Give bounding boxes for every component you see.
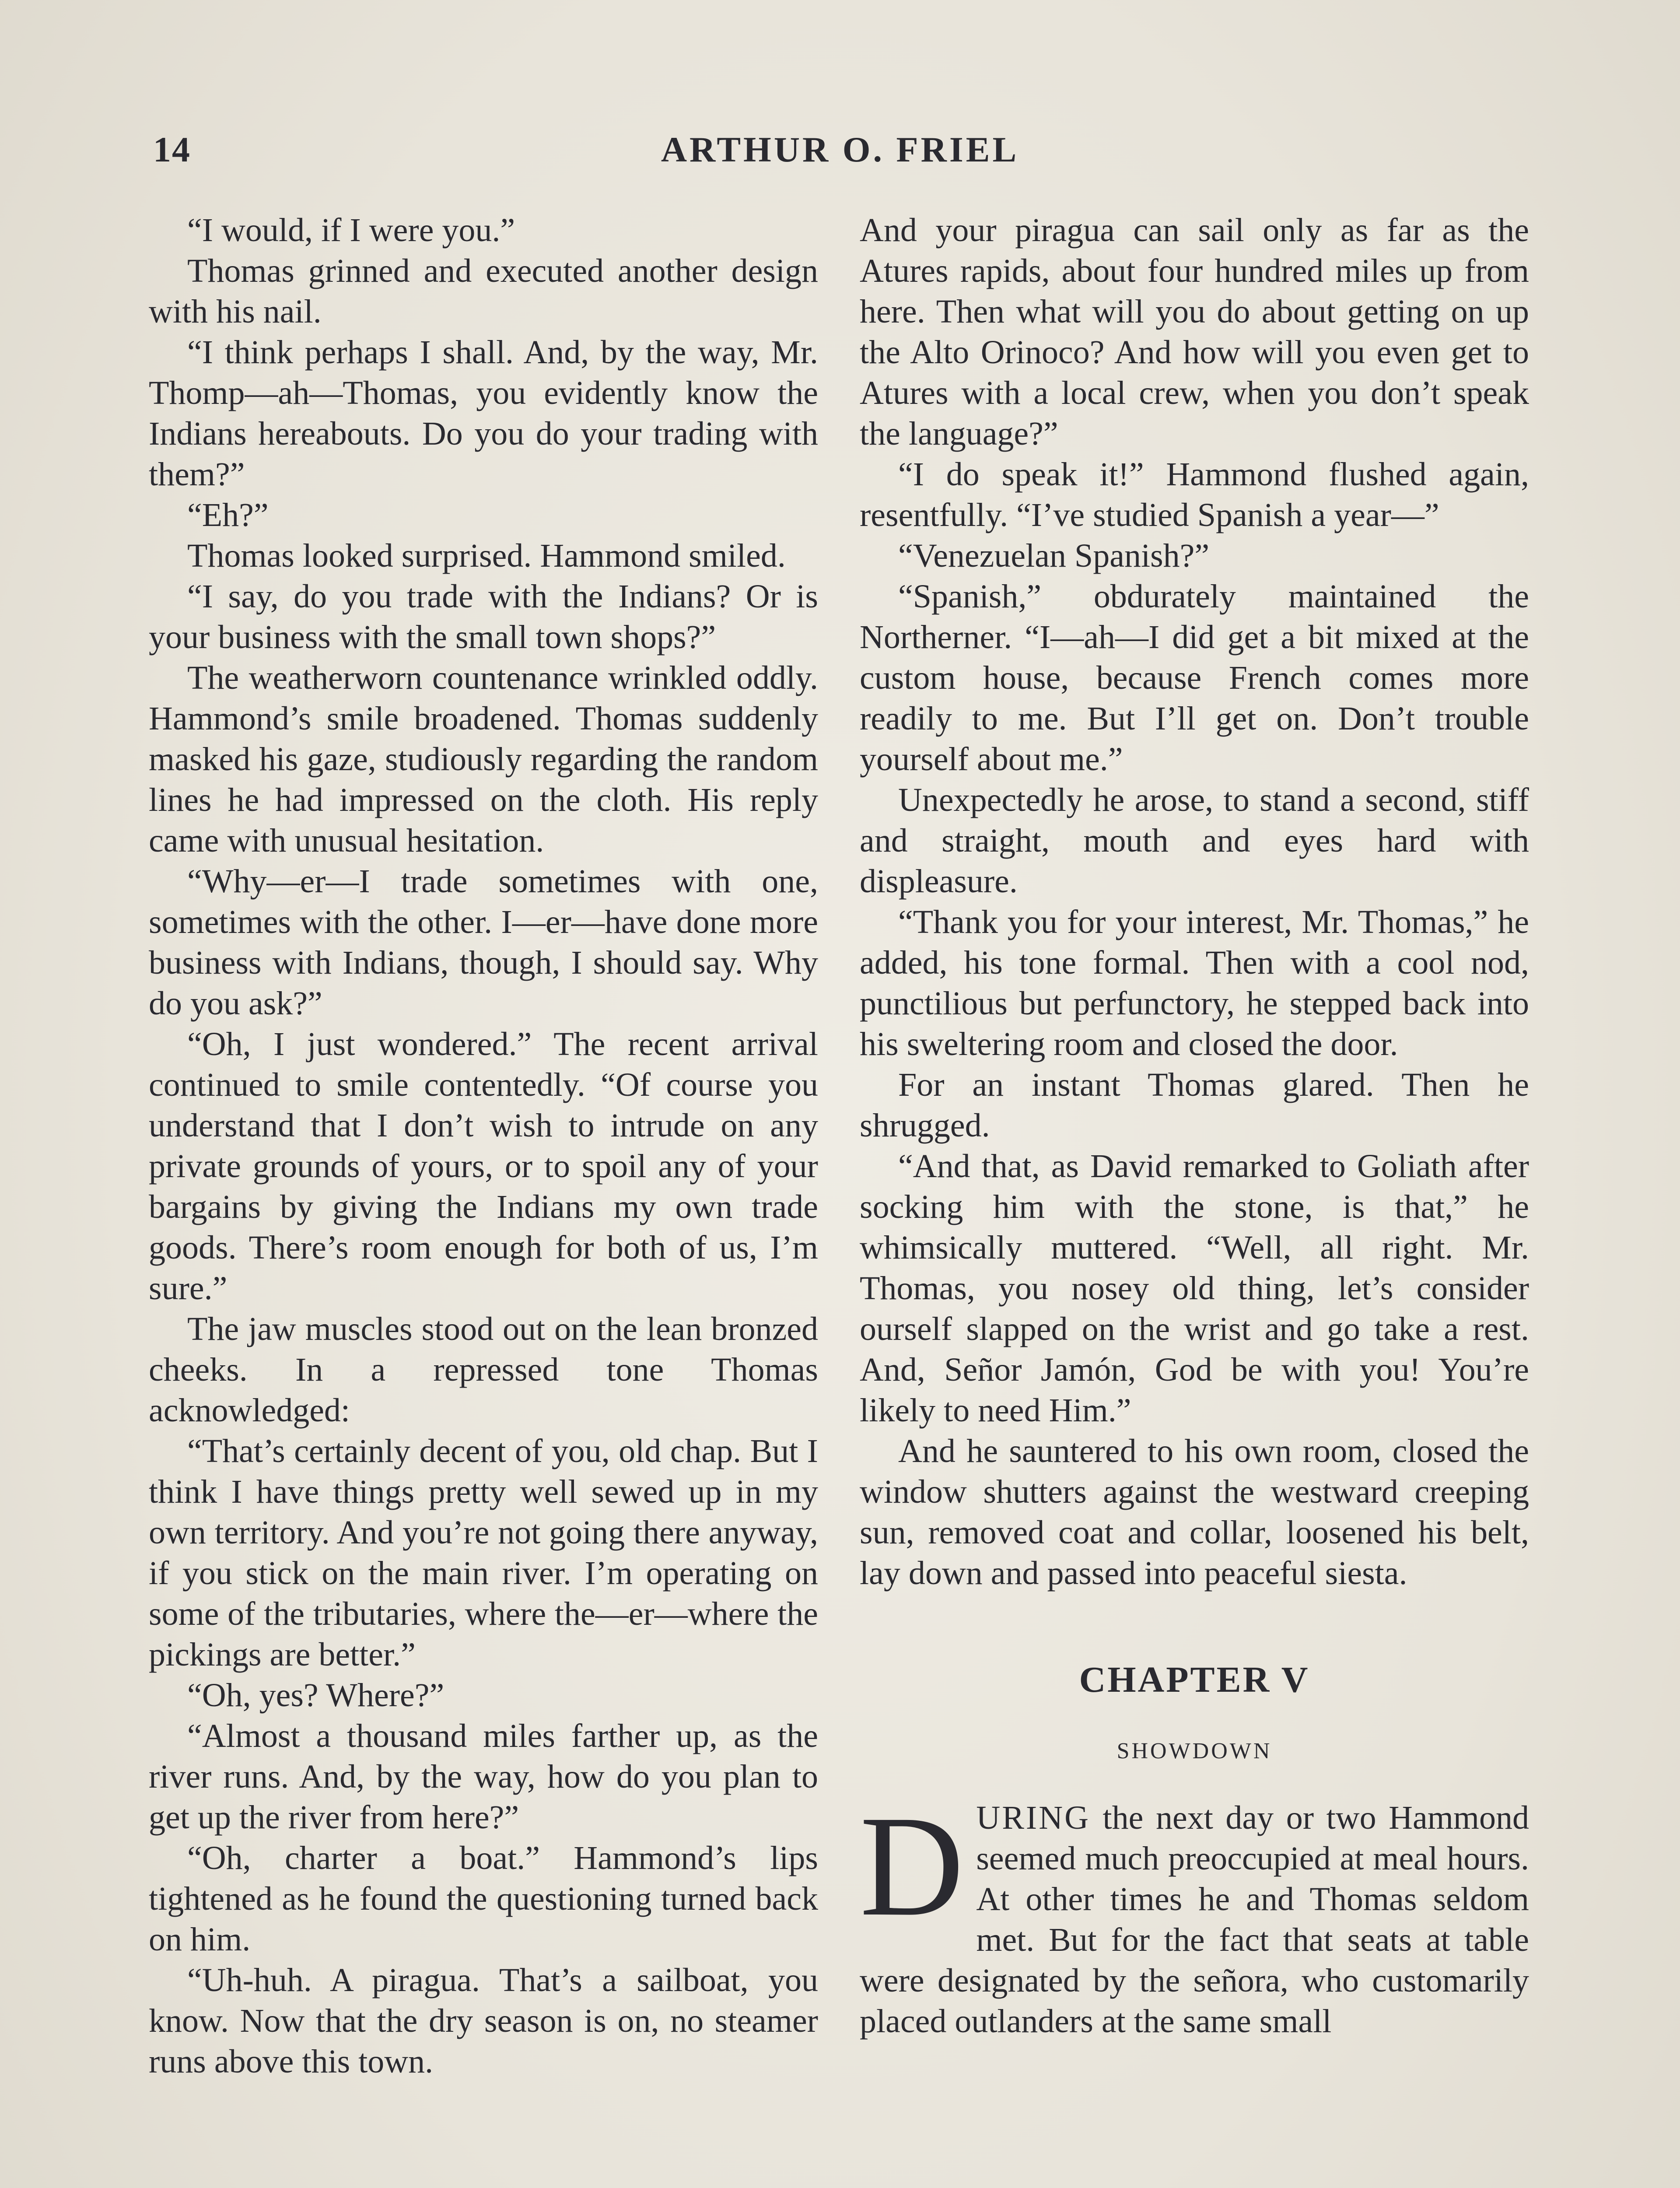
chapter-title: CHAPTER V xyxy=(1079,1659,1310,1700)
paragraph: “I say, do you trade with the Indians? Or is your business with the small town shops?” xyxy=(149,578,818,656)
chapter-opening-paragraph xyxy=(860,1786,1529,2042)
paragraph: “I do speak it!” Hammond flushed again, resentfully. “I’ve studied Spanish a year—” xyxy=(860,456,1529,533)
paragraph: For an instant Thomas glared. Then he shrugged. xyxy=(860,1066,1529,1144)
chapter-subtitle: SHOWDOWN xyxy=(1116,1739,1272,1764)
paragraph: The weatherworn countenance wrinkled oddly. Hammond’s smile broadened. Thomas suddenly masked his gaze, studiously regarding the random lines he had impressed on the cloth. His reply came with unusual hesitation. xyxy=(149,659,818,859)
paragraph: “Spanish,” obdurately maintained the Northerner. “I—ah—I did get a bit mixed at the custom house, because French comes more readily to me. But I’ll get on. Don’t trouble yourself about me.” xyxy=(860,578,1529,778)
paragraph: Thomas looked surprised. Hammond smiled. xyxy=(187,537,786,574)
paragraph: “Eh?” xyxy=(187,497,269,533)
paragraph: Unexpectedly he arose, to stand a second, stiff and straight, mouth and eyes hard with displeasure. xyxy=(860,782,1529,900)
right-column xyxy=(860,210,1529,2042)
paragraph: “I think perhaps I shall. And, by the way, Mr. Thomp—ah—Thomas, you evidently know the Indians hereabouts. Do you do your trading with them?” xyxy=(149,334,818,493)
running-head: ARTHUR O. FRIEL xyxy=(661,130,1019,169)
paragraph: The jaw muscles stood out on the lean bronzed cheeks. In a repressed tone Thomas acknowledged: xyxy=(149,1311,818,1429)
drop-cap: D xyxy=(860,1786,964,1946)
left-column xyxy=(149,210,818,2082)
paragraph: “Uh-huh. A piragua. That’s a sailboat, you know. Now that the dry season is on, no steamer runs above this town. xyxy=(149,1962,818,2080)
paragraph: “Thank you for your interest, Mr. Thomas,” he added, his tone formal. Then with a cool nod, punctilious but perfunctory, he stepped back into his sweltering room and closed the door. xyxy=(860,904,1529,1062)
page-header xyxy=(153,129,1527,177)
paragraph: And he sauntered to his own room, closed the window shutters against the westward creeping sun, removed coat and collar, loosened his belt, lay down and passed into peaceful siesta. xyxy=(860,1433,1529,1592)
opening-text: the next day or two Hammond seemed much preoccupied at meal hours. At other times he and Thomas seldom met. But for the fact that seats at table were designated by the señora, who customarily placed outlanders at the same small xyxy=(860,1799,1529,2040)
paragraph: “Oh, yes? Where?” xyxy=(187,1677,444,1714)
paragraph: “And that, as David remarked to Goliath after socking him with the stone, is that,” he whimsically muttered. “Well, all right. Mr. Thomas, you nosey old thing, let’s consider ourself slapped on the wrist and go take a rest. And, Señor Jamón, God be with you! You’re likely to need Him.” xyxy=(860,1148,1529,1429)
paragraph: “That’s certainly decent of you, old chap. But I think I have things pretty well sewed up in my own territory. And you’re not going there anyway, if you stick on the main river. I’m operating on some of the tributaries, where the—er—where the pickings are better.” xyxy=(149,1433,818,1673)
paragraph: “Why—er—I trade sometimes with one, sometimes with the other. I—er—have done more business with Indians, though, I should say. Why do you ask?” xyxy=(149,863,818,1022)
paragraph: “Almost a thousand miles farther up, as the river runs. And, by the way, how do you plan to get up the river from here?” xyxy=(149,1718,818,1836)
page-number: 14 xyxy=(153,130,191,169)
paragraph: “Oh, charter a boat.” Hammond’s lips tightened as he found the questioning turned back on him. xyxy=(149,1840,818,1958)
paragraph: “Oh, I just wondered.” The recent arrival continued to smile contentedly. “Of course you understand that I don’t wish to intrude on any private grounds of yours, or to spoil any of your bargains by giving the Indians my own trade goods. There’s room enough for both of us, I’m sure.” xyxy=(149,1026,818,1307)
paragraph: Thomas grinned and executed another design with his nail. xyxy=(149,252,818,330)
paragraph-continuation: And your piragua can sail only as far as the Atures rapids, about four hundred miles up from here. Then what will you do about getting on up the Alto Orinoco? And how will you even get to Atures with a local crew, when you don’t speak the language?” xyxy=(860,212,1529,452)
opening-word: URING xyxy=(976,1799,1090,1836)
paragraph: “Venezuelan Spanish?” xyxy=(898,537,1210,574)
paragraph: “I would, if I were you.” xyxy=(187,212,515,249)
